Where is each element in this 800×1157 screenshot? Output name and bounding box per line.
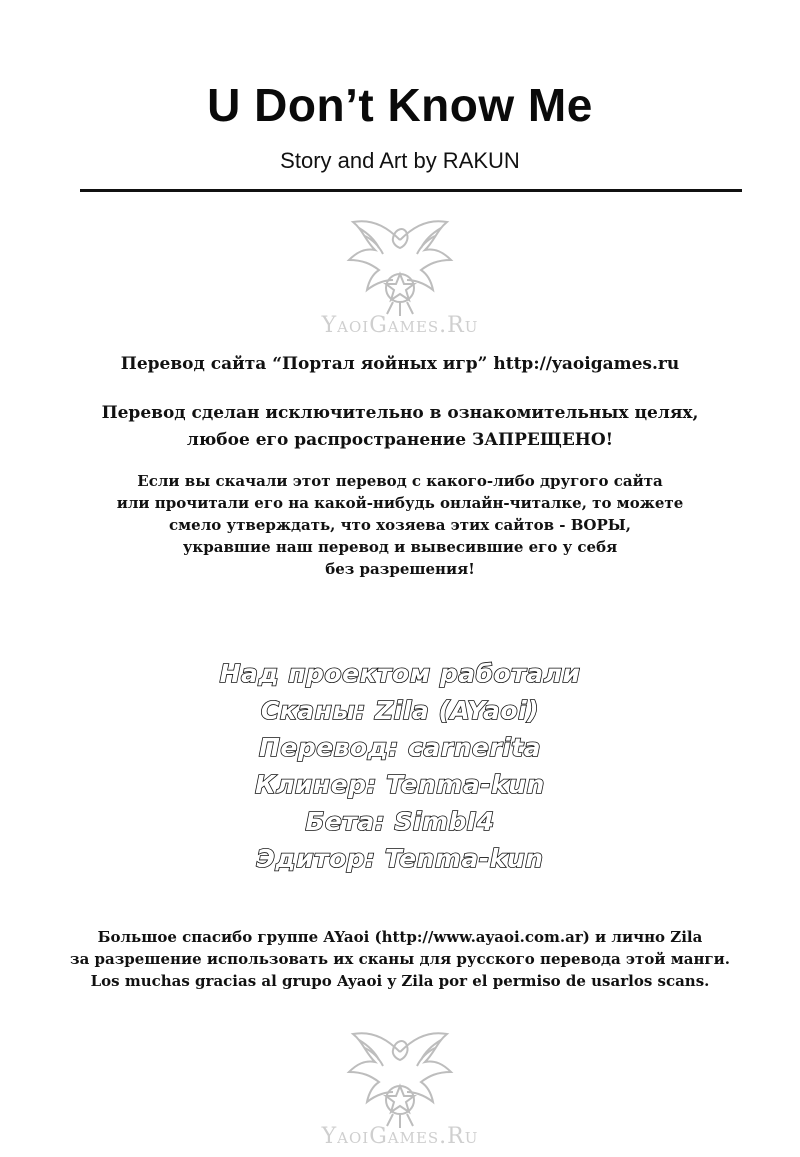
piracy-line: смело утверждать, что хозяева этих сайтов - ВОРЫ, [168, 516, 631, 534]
brand-watermark: YaoiGames.Ru [321, 1124, 479, 1149]
credits-block [0, 655, 800, 877]
credit-translation: Перевод: carnerita [258, 733, 542, 762]
translation-source: Перевод сайта “Портал яойных игр” http://yaoigames.ru [120, 354, 680, 374]
eagle-watermark-icon [335, 210, 465, 320]
piracy-line: Если вы скачали этот перевод с какого-либо другого сайта [137, 472, 663, 490]
credit-cleaner: Клинер: Tenma-kun [255, 770, 545, 799]
credit-beta: Бета: SimbI4 [305, 807, 495, 836]
warning-line: любое его распространение ЗАПРЕЩЕНО! [186, 430, 614, 450]
thanks-line: за разрешение использовать их сканы для русского перевода этой манги. [70, 950, 730, 968]
piracy-line: или прочитали его на какой-нибудь онлайн-читалке, то можете [116, 494, 684, 512]
title: U Don’t Know Me [207, 79, 593, 131]
warning-notice [0, 400, 800, 454]
header-divider [80, 189, 742, 192]
eagle-watermark-icon [335, 1022, 465, 1132]
subtitle: Story and Art by RAKUN [280, 148, 520, 173]
piracy-line: укравшие наш перевод и вывесившие его у себя [182, 538, 618, 556]
credit-editor: Эдитор: Tenma-kun [256, 844, 544, 873]
brand-watermark: YaoiGames.Ru [321, 313, 479, 338]
thanks-line: Большое спасибо группе AYaoi (http://www.ayaoi.com.ar) и лично Zila [97, 928, 703, 946]
thanks-notice [0, 926, 800, 992]
piracy-line: без разрешения! [325, 560, 475, 578]
piracy-notice [0, 470, 800, 580]
credit-scans: Сканы: Zila (AYaoi) [260, 696, 540, 725]
warning-line: Перевод сделан исключительно в ознакомительных целях, [101, 403, 699, 423]
credits-heading: Над проектом работали [219, 659, 581, 688]
thanks-line: Los muchas gracias al grupo Ayaoi y Zila por el permiso de usarlos scans. [90, 972, 710, 990]
